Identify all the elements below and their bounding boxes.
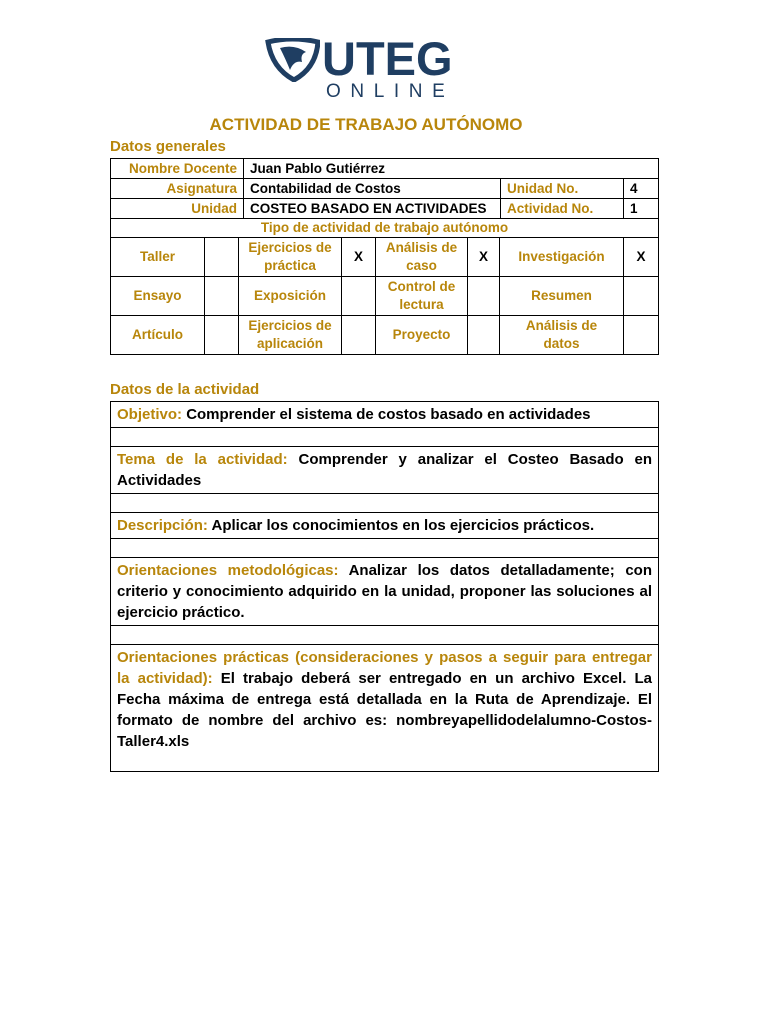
- tema-text: Comprender y analizar el Costeo Basado en Actividades: [117, 451, 653, 489]
- practicas-label: Orientaciones prácticas (consideraciones y pasos a seguir para entregar la actividad):: [117, 649, 652, 687]
- practicas-text: El trabajo deberá ser entregado en un archivo Excel. La Fecha máxima de entrega está detallada en la Ruta de Aprendizaje. El formato de nombre del archivo es: nombreyapellidodelalumno-Costos-Taller4.xls: [117, 670, 652, 750]
- descripcion-text: Aplicar los conocimientos en los ejercicios prácticos.: [211, 517, 595, 534]
- tipo-mark: [205, 277, 239, 316]
- asignatura-label: Asignatura: [111, 179, 244, 199]
- table-row: [111, 316, 659, 355]
- blank-row: [111, 428, 659, 447]
- tipo-heading: Tipo de actividad de trabajo autónomo: [111, 219, 659, 238]
- descripcion-cell: [111, 513, 659, 539]
- table-row: [111, 558, 659, 626]
- tipo-mark: X: [624, 238, 659, 277]
- objetivo-label: Objetivo:: [117, 406, 183, 423]
- tipo-cell: Proyecto: [376, 316, 468, 355]
- tipo-cell: Ejercicios de aplicación: [239, 316, 342, 355]
- blank-row: [111, 539, 659, 558]
- table-row: [111, 645, 659, 772]
- metodologicas-label: Orientaciones metodológicas:: [117, 562, 339, 579]
- tipo-cell: Taller: [111, 238, 205, 277]
- activity-type-table: [110, 218, 659, 355]
- table-row: [111, 447, 659, 494]
- table-row: [111, 513, 659, 539]
- uteg-online-logo: [264, 32, 474, 102]
- tipo-mark: [468, 316, 500, 355]
- unidad-value: COSTEO BASADO EN ACTIVIDADES: [244, 199, 501, 219]
- tema-cell: [111, 447, 659, 494]
- tipo-cell: Investigación: [500, 238, 624, 277]
- actividad-no-label: Actividad No.: [501, 199, 624, 219]
- tipo-mark: X: [468, 238, 500, 277]
- table-row: [111, 199, 659, 219]
- tipo-mark: [205, 238, 239, 277]
- metodologicas-text: Analizar los datos detalladamente; con criterio y conocimiento adquirido en la unidad, proponer las soluciones al ejercicio práctico.: [117, 562, 652, 621]
- objetivo-text: Comprender el sistema de costos basado en actividades: [186, 406, 591, 423]
- asignatura-value: Contabilidad de Costos: [244, 179, 501, 199]
- unidad-no-label: Unidad No.: [501, 179, 624, 199]
- tipo-cell: Artículo: [111, 316, 205, 355]
- tipo-cell: Análisis de datos: [500, 316, 624, 355]
- shield-horse-icon: [264, 38, 320, 82]
- table-row: [111, 179, 659, 199]
- tipo-cell: Análisis de caso: [376, 238, 468, 277]
- activity-data-table: [110, 401, 659, 772]
- tema-label: Tema de la actividad:: [117, 451, 288, 468]
- page-title: ACTIVIDAD DE TRABAJO AUTÓNOMO: [209, 115, 523, 134]
- table-row: [111, 277, 659, 316]
- docente-value: Juan Pablo Gutiérrez: [244, 159, 659, 179]
- tipo-cell: Resumen: [500, 277, 624, 316]
- section-datos-generales: Datos generales: [110, 138, 226, 155]
- unidad-no-value: 4: [624, 179, 659, 199]
- tipo-cell: Ensayo: [111, 277, 205, 316]
- tipo-mark: [624, 277, 659, 316]
- table-row: [111, 402, 659, 428]
- table-row: [111, 219, 659, 238]
- table-row: [111, 238, 659, 277]
- tipo-cell: Ejercicios de práctica: [239, 238, 342, 277]
- tipo-cell: Control de lectura: [376, 277, 468, 316]
- logo-subtitle: ONLINE: [326, 81, 455, 102]
- tipo-mark: X: [342, 238, 376, 277]
- tipo-mark: [342, 277, 376, 316]
- section-datos-actividad: Datos de la actividad: [110, 381, 260, 398]
- tipo-mark: [624, 316, 659, 355]
- docente-label: Nombre Docente: [111, 159, 244, 179]
- unidad-label: Unidad: [111, 199, 244, 219]
- practicas-cell: [111, 645, 659, 772]
- tipo-cell: Exposición: [239, 277, 342, 316]
- metodologicas-cell: [111, 558, 659, 626]
- actividad-no-value: 1: [624, 199, 659, 219]
- tipo-mark: [342, 316, 376, 355]
- logo-brand: UTEG: [322, 32, 453, 85]
- general-data-table: [110, 158, 659, 219]
- tipo-mark: [205, 316, 239, 355]
- table-row: [111, 159, 659, 179]
- objetivo-cell: [111, 402, 659, 428]
- descripcion-label: Descripción:: [117, 517, 208, 534]
- blank-row: [111, 494, 659, 513]
- tipo-mark: [468, 277, 500, 316]
- blank-row: [111, 626, 659, 645]
